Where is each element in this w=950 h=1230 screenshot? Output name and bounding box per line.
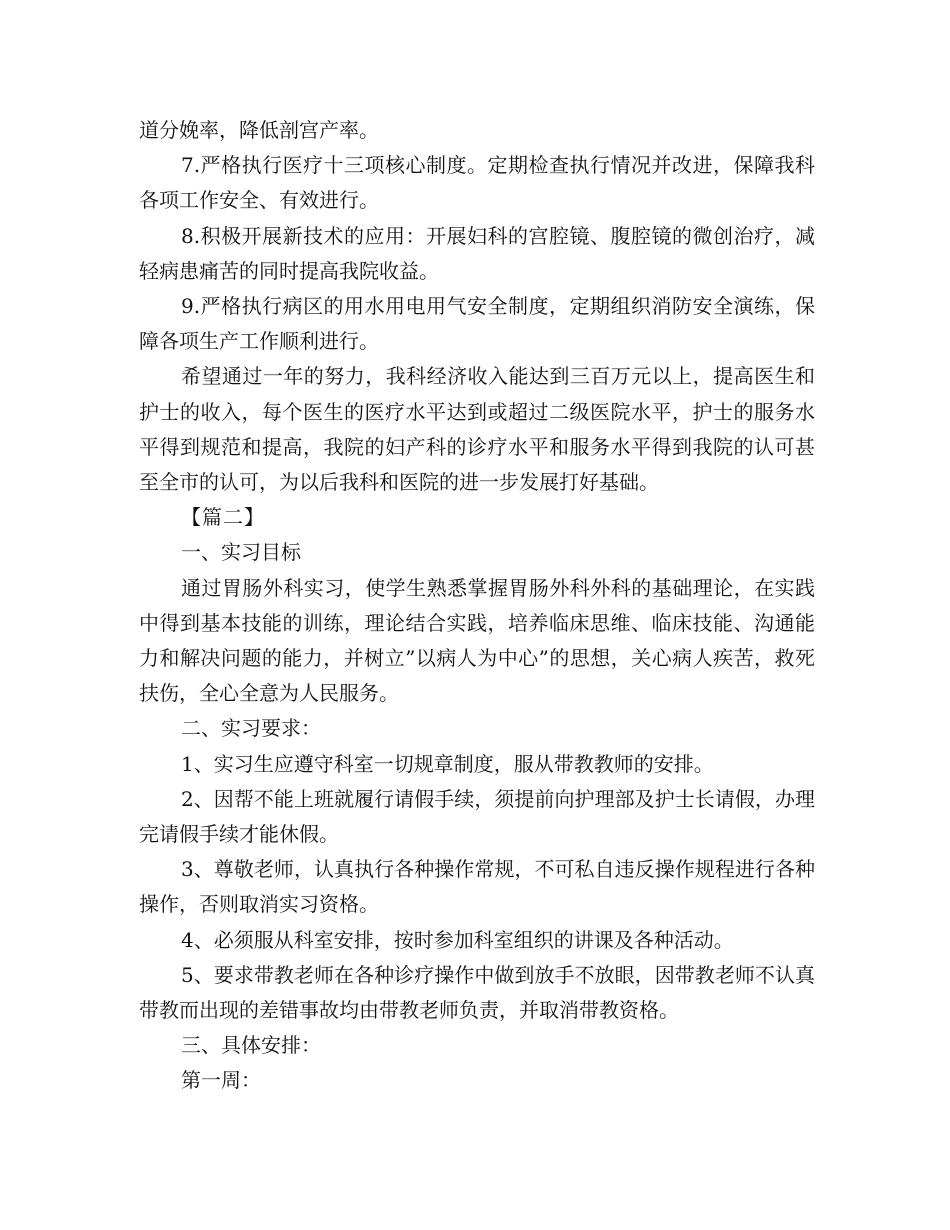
section-heading-requirements: 二、实习要求： — [181, 716, 321, 741]
requirement-item-5: 5、要求带教老师在各种诊疗操作中做到放手不放眼，因带教老师不认真带教而出现的差错事故均由带教老师负责，并取消带教资格。 — [139, 962, 815, 1023]
paragraph-item-9: 9.严格执行病区的用水用电用气安全制度，定期组织消防安全演练，保障各项生产工作顺利进行。 — [139, 294, 815, 354]
section-heading-schedule: 三、具体安排： — [181, 1033, 321, 1058]
paragraph-goals: 通过胃肠外科实习，使学生熟悉掌握胃肠外科外科的基础理论，在实践中得到基本技能的训练，理论结合实践，培养临床思维、临床技能、沟通能力和解决问题的能力，并树立”以病人为中心”的思想，关心病人疾苦，救死扶伤，全心全意为人民服务。 — [139, 575, 815, 706]
schedule-week-one: 第一周： — [181, 1068, 261, 1093]
document-body — [139, 113, 815, 1099]
paragraph-item-7: 7.严格执行医疗十三项核心制度。定期检查执行情况并改进，保障我科各项工作安全、有效进行。 — [139, 153, 815, 213]
requirement-item-4: 4、必须服从科室安排，按时参加科室组织的讲课及各种活动。 — [181, 927, 734, 952]
section-heading-goals: 一、实习目标 — [181, 540, 301, 565]
paragraph-summary: 希望通过一年的努力，我科经济收入能达到三百万元以上，提高医生和护士的收入，每个医生的医疗水平达到或超过二级医院水平，护士的服务水平得到规范和提高，我院的妇产科的诊疗水平和服务水平得到我院的认可甚至全市的认可，为以后我科和医院的进一步发展打好基础。 — [139, 364, 815, 495]
requirement-item-2: 2、因帮不能上班就履行请假手续，须提前向护理部及护士长请假，办理完请假手续才能休假。 — [139, 786, 815, 847]
section-heading-part-two: 【篇二】 — [181, 505, 265, 530]
requirement-item-1: 1、实习生应遵守科室一切规章制度，服从带教教师的安排。 — [181, 751, 714, 776]
paragraph-continuation: 道分娩率，降低剖宫产率。 — [139, 118, 379, 142]
paragraph-item-8: 8.积极开展新技术的应用：开展妇科的宫腔镜、腹腔镜的微创治疗，减轻病患痛苦的同时提高我院收益。 — [139, 223, 815, 283]
requirement-item-3: 3、尊敬老师，认真执行各种操作常规，不可私自违反操作规程进行各种操作，否则取消实习资格。 — [139, 857, 815, 917]
